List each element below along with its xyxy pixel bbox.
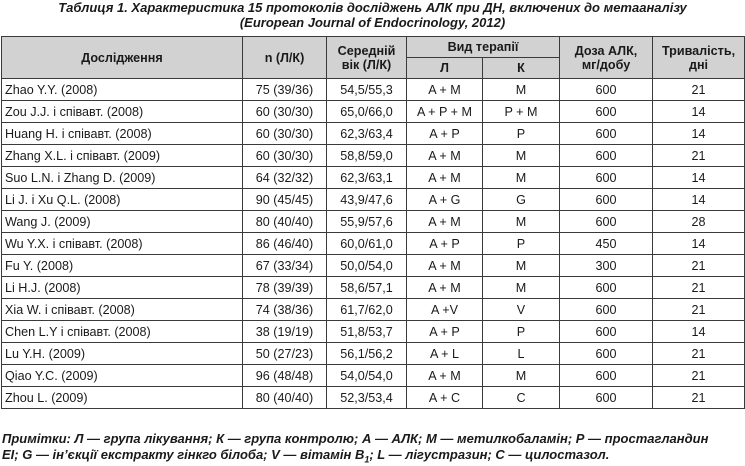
cell-n: 64 (32/32) — [243, 167, 327, 189]
header-duration-line2: дні — [688, 57, 709, 72]
cell-duration: 14 — [653, 167, 745, 189]
table-row — [2, 321, 745, 343]
cell-duration: 21 — [653, 145, 745, 167]
cell-n: 38 (19/19) — [243, 321, 327, 343]
cell-study: Lu Y.H. (2009) — [2, 343, 243, 365]
cell-duration: 21 — [653, 343, 745, 365]
cell-therapy-control: P + M — [483, 101, 560, 123]
cell-duration: 21 — [653, 365, 745, 387]
cell-age: 51,8/53,7 — [327, 321, 407, 343]
notes-line2-pre: EI; G — ін’єкції екстракту гінкго білоба; V — вітамін В — [2, 447, 365, 462]
cell-study: Chen L.Y і співавт. (2008) — [2, 321, 243, 343]
table-row — [2, 277, 745, 299]
cell-dose: 600 — [560, 211, 653, 233]
cell-therapy-control: M — [483, 145, 560, 167]
cell-n: 75 (39/36) — [243, 79, 327, 101]
cell-dose: 600 — [560, 321, 653, 343]
header-therapy-treatment: Л — [407, 58, 483, 79]
cell-duration: 21 — [653, 255, 745, 277]
cell-therapy-control: M — [483, 167, 560, 189]
cell-therapy-treatment: A + P + M — [407, 101, 483, 123]
cell-age: 62,3/63,4 — [327, 123, 407, 145]
table-row — [2, 233, 745, 255]
header-duration-line1: Тривалість, — [661, 43, 736, 58]
cell-duration: 21 — [653, 79, 745, 101]
header-therapy-control: К — [483, 58, 560, 79]
cell-age: 50,0/54,0 — [327, 255, 407, 277]
header-dose-line1: Доза АЛК, — [574, 43, 638, 58]
cell-study: Zhang X.L. і співавт. (2009) — [2, 145, 243, 167]
cell-dose: 600 — [560, 299, 653, 321]
header-age-line2: вік (Л/К) — [341, 57, 392, 72]
table-row — [2, 365, 745, 387]
table-row — [2, 79, 745, 101]
cell-therapy-control: M — [483, 79, 560, 101]
cell-n: 60 (30/30) — [243, 123, 327, 145]
caption-title: Таблиця 1. Характеристика 15 протоколів досліджень АЛК при ДН, включених до метааналізу — [58, 0, 687, 15]
cell-therapy-control: G — [483, 189, 560, 211]
cell-duration: 28 — [653, 211, 745, 233]
cell-age: 65,0/66,0 — [327, 101, 407, 123]
cell-n: 80 (40/40) — [243, 211, 327, 233]
cell-duration: 14 — [653, 101, 745, 123]
cell-duration: 14 — [653, 189, 745, 211]
cell-therapy-treatment: A + M — [407, 167, 483, 189]
cell-duration: 14 — [653, 321, 745, 343]
cell-therapy-treatment: A +V — [407, 299, 483, 321]
cell-age: 61,7/62,0 — [327, 299, 407, 321]
cell-n: 86 (46/40) — [243, 233, 327, 255]
cell-dose: 450 — [560, 233, 653, 255]
table-row — [2, 255, 745, 277]
cell-study: Zou J.J. і співавт. (2008) — [2, 101, 243, 123]
header-age-line1: Середній — [337, 43, 396, 58]
cell-age: 43,9/47,6 — [327, 189, 407, 211]
cell-study: Huang H. і співавт. (2008) — [2, 123, 243, 145]
cell-therapy-control: C — [483, 387, 560, 409]
cell-dose: 600 — [560, 277, 653, 299]
cell-therapy-treatment: A + M — [407, 145, 483, 167]
cell-therapy-control: P — [483, 123, 560, 145]
table-row — [2, 167, 745, 189]
cell-study: Xia W. і співавт. (2008) — [2, 299, 243, 321]
cell-age: 60,0/61,0 — [327, 233, 407, 255]
cell-duration: 14 — [653, 233, 745, 255]
cell-therapy-treatment: A + M — [407, 277, 483, 299]
cell-duration: 21 — [653, 299, 745, 321]
cell-study: Suo L.N. і Zhang D. (2009) — [2, 167, 243, 189]
cell-therapy-control: M — [483, 365, 560, 387]
table-caption — [0, 0, 745, 30]
header-duration — [653, 37, 745, 79]
cell-therapy-treatment: A + P — [407, 233, 483, 255]
header-age — [327, 37, 407, 79]
cell-therapy-treatment: A + G — [407, 189, 483, 211]
caption-source: (European Journal of Endocrinology, 2012) — [239, 15, 506, 30]
table-row — [2, 299, 745, 321]
cell-therapy-control: M — [483, 211, 560, 233]
table-row — [2, 189, 745, 211]
cell-therapy-treatment: A + P — [407, 321, 483, 343]
cell-dose: 600 — [560, 167, 653, 189]
studies-table — [1, 36, 745, 409]
cell-therapy-treatment: A + L — [407, 343, 483, 365]
cell-duration: 21 — [653, 387, 745, 409]
cell-therapy-control: M — [483, 277, 560, 299]
cell-duration: 21 — [653, 277, 745, 299]
cell-dose: 600 — [560, 365, 653, 387]
cell-age: 54,5/55,3 — [327, 79, 407, 101]
cell-study: Fu Y. (2008) — [2, 255, 243, 277]
cell-age: 62,3/63,1 — [327, 167, 407, 189]
cell-therapy-control: M — [483, 255, 560, 277]
cell-n: 60 (30/30) — [243, 145, 327, 167]
cell-study: Zhou L. (2009) — [2, 387, 243, 409]
cell-study: Zhao Y.Y. (2008) — [2, 79, 243, 101]
cell-dose: 600 — [560, 387, 653, 409]
cell-dose: 600 — [560, 343, 653, 365]
table-notes — [2, 431, 744, 463]
cell-age: 52,3/53,4 — [327, 387, 407, 409]
cell-duration: 14 — [653, 123, 745, 145]
cell-age: 55,9/57,6 — [327, 211, 407, 233]
header-dose — [560, 37, 653, 79]
notes-line2-sub: 1 — [364, 454, 370, 465]
table-row — [2, 145, 745, 167]
table-row — [2, 343, 745, 365]
cell-dose: 300 — [560, 255, 653, 277]
table-row — [2, 123, 745, 145]
cell-age: 56,1/56,2 — [327, 343, 407, 365]
cell-age: 58,8/59,0 — [327, 145, 407, 167]
cell-n: 60 (30/30) — [243, 101, 327, 123]
header-therapy: Вид терапії — [407, 37, 560, 58]
cell-therapy-treatment: A + M — [407, 255, 483, 277]
notes-line1: Примітки: Л — група лікування; К — група контролю; А — АЛК; М — метилкобаламін; Р — простагландин — [2, 431, 709, 446]
cell-therapy-treatment: A + M — [407, 211, 483, 233]
header-dose-line2: мг/добу — [581, 57, 631, 72]
notes-line2 — [2, 447, 744, 463]
cell-n: 96 (48/48) — [243, 365, 327, 387]
cell-n: 74 (38/36) — [243, 299, 327, 321]
header-study: Дослідження — [2, 37, 243, 79]
cell-dose: 600 — [560, 189, 653, 211]
cell-n: 80 (40/40) — [243, 387, 327, 409]
cell-dose: 600 — [560, 79, 653, 101]
cell-dose: 600 — [560, 101, 653, 123]
table-row — [2, 101, 745, 123]
notes-line2-post: ; L — лігустразин; С — цилостазол. — [369, 447, 610, 462]
cell-study: Li H.J. (2008) — [2, 277, 243, 299]
header-n: n (Л/К) — [243, 37, 327, 79]
cell-therapy-treatment: A + M — [407, 79, 483, 101]
cell-dose: 600 — [560, 145, 653, 167]
cell-therapy-treatment: A + M — [407, 365, 483, 387]
cell-age: 54,0/54,0 — [327, 365, 407, 387]
cell-dose: 600 — [560, 123, 653, 145]
cell-n: 78 (39/39) — [243, 277, 327, 299]
cell-therapy-treatment: A + C — [407, 387, 483, 409]
table-row — [2, 387, 745, 409]
table-row — [2, 211, 745, 233]
cell-study: Qiao Y.C. (2009) — [2, 365, 243, 387]
cell-age: 58,6/57,1 — [327, 277, 407, 299]
cell-therapy-treatment: A + P — [407, 123, 483, 145]
cell-n: 90 (45/45) — [243, 189, 327, 211]
cell-therapy-control: P — [483, 233, 560, 255]
cell-n: 50 (27/23) — [243, 343, 327, 365]
cell-study: Li J. і Xu Q.L. (2008) — [2, 189, 243, 211]
cell-therapy-control: L — [483, 343, 560, 365]
cell-study: Wu Y.X. і співавт. (2008) — [2, 233, 243, 255]
cell-therapy-control: P — [483, 321, 560, 343]
cell-therapy-control: V — [483, 299, 560, 321]
cell-n: 67 (33/34) — [243, 255, 327, 277]
cell-study: Wang J. (2009) — [2, 211, 243, 233]
